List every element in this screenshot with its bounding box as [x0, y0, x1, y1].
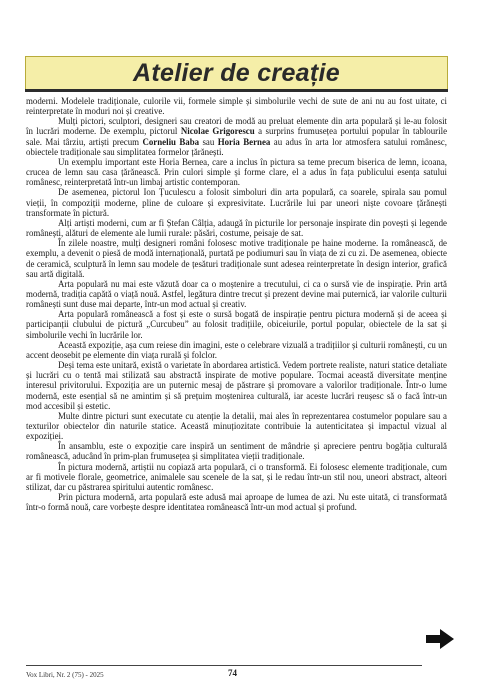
- paragraph-text: sau: [199, 136, 218, 147]
- paragraph-text: au adus în arta lor atmosfera satului românesc, obiectele tradiționale sau simplitatea formelor țărănești.: [26, 136, 447, 157]
- paragraph: În zilele noastre, mulți designeri români folosesc motive tradiționale pe haine moderne. Ia românească, de exemplu, a devenit o piesă de modă internațională, purtată pe podiumuri sau în viața de zi cu zi. De asemenea, obiecte de ceramică, sculptură în lemn sau modele de țesături tradiționale sunt adesea reinterpretate în design interior, grafică sau artă digitală.: [26, 238, 447, 279]
- footer-divider: [26, 665, 422, 666]
- artist-name: Nicolae Grigorescu: [180, 126, 255, 137]
- paragraph: Arta populară nu mai este văzută doar ca o moștenire a trecutului, ci ca o sursă vie de inspirație. Prin artă modernă, tradiția capătă o viață nouă. Astfel, legătura dintre trecut și prezent devine mai puternică, iar valorile culturii românești sunt duse mai departe, într-un mod actual și creativ.: [26, 278, 447, 310]
- title-banner: [25, 56, 448, 90]
- paragraph: Deși tema este unitară, există o varietate în abordarea artistică. Vedem portrete realiste, naturi statice detaliate și lucrări cu o tentă mai stilizată sau abstractă inspirate de motive populare. Tocmai această diversitate menține interesul privitorului. Expoziția are un puternic mesaj de păstrare și promovare a valorilor tradiționale. Într-o lume modernă, este esențial să ne amintim și să prețuim moștenirea culturală, iar aceste lucrări reușesc să o facă într-un mod accesibil și estetic.: [26, 360, 447, 411]
- paragraph: În ansamblu, este o expoziție care inspiră un sentiment de mândrie și apreciere pentru bogăția culturală românească, aducând în prim-plan frumusețea și simplitatea vieții tradiționale.: [26, 441, 447, 462]
- paragraph-text: Mulți pictori, sculptori, designeri sau creatori de modă au preluat elemente din arta populară și le-au folosit în lucrări moderne. De exemplu, pictorul: [26, 116, 447, 137]
- paragraph: În pictura modernă, artiștii nu copiază arta populară, ci o transformă. Ei folosesc elemente tradiționale, cum ar fi motivele florale, geometrice, animalele sau scenele de la sat, și le redau într-un stil nou, uneori abstract, alteori stilizat, dar cu păstrarea spiritului autentic românesc.: [26, 461, 447, 492]
- page-title: Atelier de creație: [133, 58, 340, 87]
- paragraph: Un exemplu important este Horia Bernea, care a inclus în pictura sa teme precum biserica de lemn, icoana, crucea de lemn sau casa țărănească. Prin culori simple și forme clare, el a adus în fața publicului esența satului românesc, reinterpretată într-un limbaj artistic contemporan.: [26, 156, 447, 188]
- artist-name: Corneliu Baba: [142, 136, 200, 147]
- paragraph-text: a surprins frumusețea portului popular în tablourile sale. Mai târziu, artiști precum: [26, 126, 448, 147]
- paragraph: [26, 116, 447, 157]
- title-underline: [25, 89, 448, 92]
- right-arrow-icon[interactable]: [426, 629, 454, 649]
- article-body: [26, 96, 447, 512]
- paragraph: Prin pictura modernă, arta populară este adusă mai aproape de lumea de azi. Nu este uitată, ci transformată într-o formă nouă, care vorbește despre identitatea românească într-un mod actual și profund.: [26, 492, 447, 513]
- paragraph: Multe dintre picturi sunt executate cu atenție la detalii, mai ales în reprezentarea costumelor populare sau a texturilor obiectelor din naturile statice. Această minuțiozitate contribuie la autenticitatea și impactul vizual al expoziției.: [26, 410, 447, 442]
- paragraph: Alți artiști moderni, cum ar fi Ștefan Câlția, adaugă în picturile lor personaje inspirate din povești și legende românești, alături de elemente ale lumii rurale: păsări, costume, peisaje de sat.: [26, 217, 447, 239]
- journal-issue-label: Vox Libri, Nr. 2 (75) - 2025: [26, 671, 104, 679]
- paragraph: Arta populară românească a fost și este o sursă bogată de inspirație pentru pictura modernă și de aceea și participanții clubului de pictură „Curcubeu” au folosit tradițiile, obiceiurile, portul popular, obiectele de la sat și simbolurile vechi în lucrările lor.: [26, 309, 447, 340]
- artist-name: Horia Bernea: [217, 136, 271, 147]
- paragraph: Această expoziție, așa cum reiese din imagini, este o celebrare vizuală a tradițiilor și culturii românești, cu un accent deosebit pe elemente din viața rurală și folclor.: [26, 339, 447, 360]
- paragraph: De asemenea, pictorul Ion Țuculescu a folosit simboluri din arta populară, ca soarele, spirala sau pomul vieții, în compoziții moderne, pline de culoare și expresivitate. Lucrările lui par uneori niște covoare țărănești transformate în pictură.: [26, 187, 447, 218]
- page-number: 74: [228, 668, 237, 678]
- paragraph: moderni. Modelele tradiționale, culorile vii, formele simple și simbolurile vechi de sute de ani nu au fost uitate, ci reinterpretate în moduri noi și creative.: [26, 96, 447, 117]
